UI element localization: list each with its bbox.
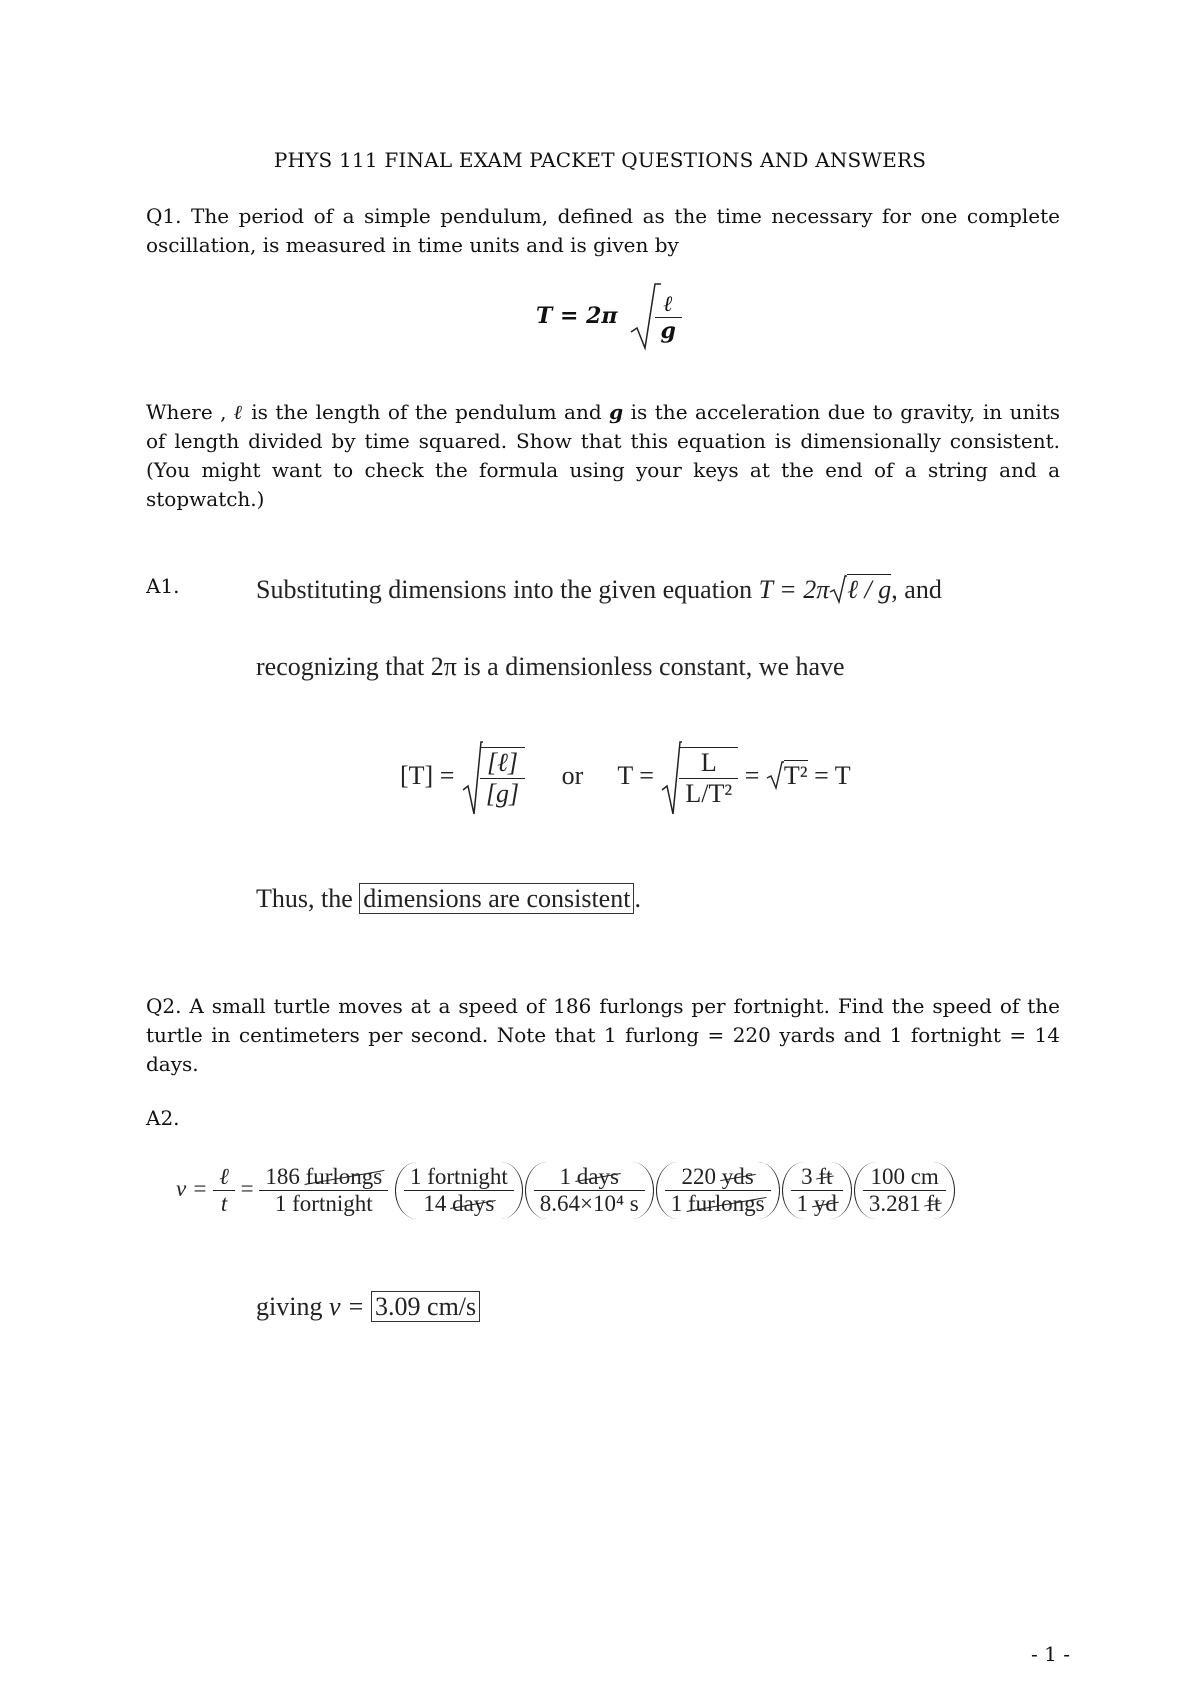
velocity-symbol: v = — [176, 1175, 208, 1201]
formula-denominator: g — [660, 317, 676, 344]
f6-num: 100 cm — [863, 1164, 947, 1191]
factor-4 — [656, 1162, 780, 1219]
factor-6 — [854, 1162, 956, 1219]
eq-end: = T — [814, 760, 851, 790]
symbol-l: ℓ — [234, 400, 244, 424]
f2-num: 1 fortnight — [404, 1164, 514, 1191]
period: . — [634, 884, 641, 913]
factor-5 — [782, 1162, 852, 1219]
question-2-text: Q2. A small turtle moves at a speed of 186 furlongs per fortnight. Find the speed of the turtle in centimeters per second. Note that 1 furlong = 220 yards and 1 fortnight = 14 days. — [146, 994, 1060, 1076]
page-number: - 1 - — [1031, 1642, 1070, 1666]
f6-den-unit: ft — [926, 1191, 941, 1216]
giving-v: v = — [328, 1292, 365, 1321]
f5-den-unit: yd — [813, 1191, 837, 1216]
factor-2 — [395, 1162, 523, 1219]
f1-den: 1 fortnight — [274, 1191, 373, 1216]
f5-den-value: 1 — [796, 1191, 809, 1216]
formula-lhs: T = 2π — [536, 303, 618, 329]
dimension-equation — [400, 738, 851, 818]
boxed-answer: dimensions are consistent — [359, 883, 634, 914]
eq-denominator-2: L/T² — [685, 779, 733, 808]
f4-den-value: 1 — [670, 1191, 683, 1216]
factor-3 — [525, 1162, 654, 1219]
t-symbol: t — [220, 1191, 228, 1216]
f5-num-unit: ft — [818, 1164, 833, 1189]
pendulum-formula — [536, 282, 682, 352]
formula-numerator: ℓ — [655, 291, 682, 318]
formula-fraction — [655, 291, 682, 344]
answer-1-tail: , and — [891, 575, 942, 604]
symbol-g: g — [609, 400, 624, 424]
factor-1 — [259, 1164, 388, 1217]
f4-den-unit: furlongs — [687, 1191, 765, 1216]
where-text-3: is the acceleration due to gravity, in units of length divided by time squared. Show that this equation is dimensionally consistent. (You might want to check the formula using your keys at the end of a string and a stopwatch.) — [146, 400, 1061, 511]
f4-num-value: 220 — [681, 1164, 717, 1189]
l-symbol: ℓ — [213, 1164, 235, 1191]
f1-num-unit: furlongs — [305, 1164, 383, 1189]
answer-1-root: ℓ / g — [847, 575, 892, 604]
f3-num-value: 1 — [559, 1164, 571, 1189]
answer-1-conclusion — [256, 884, 641, 914]
eq-numerator: [ℓ] — [480, 748, 525, 779]
eq-fraction-2 — [679, 747, 738, 809]
f4-num-unit: yds — [721, 1164, 754, 1189]
eq-lhs: [T] = — [400, 760, 455, 790]
eq-or: or — [561, 760, 584, 790]
boxed-result: 3.09 cm/s — [371, 1291, 480, 1322]
sqrt-icon — [829, 574, 847, 604]
eq-root: T² — [783, 760, 808, 790]
f6-den-value: 3.281 — [868, 1191, 921, 1216]
where-text-1: Where , — [146, 400, 227, 424]
equals: = — [240, 1175, 254, 1201]
f3-den: 8.64×10⁴ s — [539, 1191, 639, 1216]
answer-2-label: A2. — [146, 1106, 180, 1130]
eq-mid: = — [744, 760, 760, 790]
f2-den-value: 14 — [423, 1191, 447, 1216]
unit-conversion-equation — [176, 1162, 956, 1219]
page-title: PHYS 111 FINAL EXAM PACKET QUESTIONS AND ANSWERS — [273, 148, 927, 172]
question-1-where — [146, 398, 1060, 514]
answer-1-line-1 — [256, 574, 942, 605]
answer-1-text: Substituting dimensions into the given equation — [256, 575, 753, 604]
eq-denominator: [g] — [485, 779, 520, 808]
giving-text: giving — [256, 1292, 323, 1321]
eq-fraction — [480, 747, 525, 809]
f5-num-value: 3 — [801, 1164, 813, 1189]
answer-2-result — [256, 1292, 480, 1322]
f2-den-unit: days — [452, 1191, 495, 1216]
conclusion-text: Thus, the — [256, 884, 353, 913]
question-1-text: Q1. The period of a simple pendulum, defined as the time necessary for one complete oscillation, is measured in time units and is given by — [146, 204, 1060, 257]
f1-num-value: 186 — [265, 1164, 300, 1189]
eq-numerator-2: L — [679, 748, 738, 779]
answer-1-label: A1. — [146, 574, 180, 598]
eq-t: T = — [617, 760, 654, 790]
answer-1-line-2: recognizing that 2π is a dimensionless constant, we have — [256, 652, 845, 681]
l-over-t — [213, 1164, 235, 1217]
answer-1-eq: T = 2π — [758, 575, 830, 604]
f3-num-unit: days — [576, 1164, 619, 1189]
sqrt-icon — [766, 760, 784, 790]
where-text-2: is the length of the pendulum and — [251, 400, 602, 424]
